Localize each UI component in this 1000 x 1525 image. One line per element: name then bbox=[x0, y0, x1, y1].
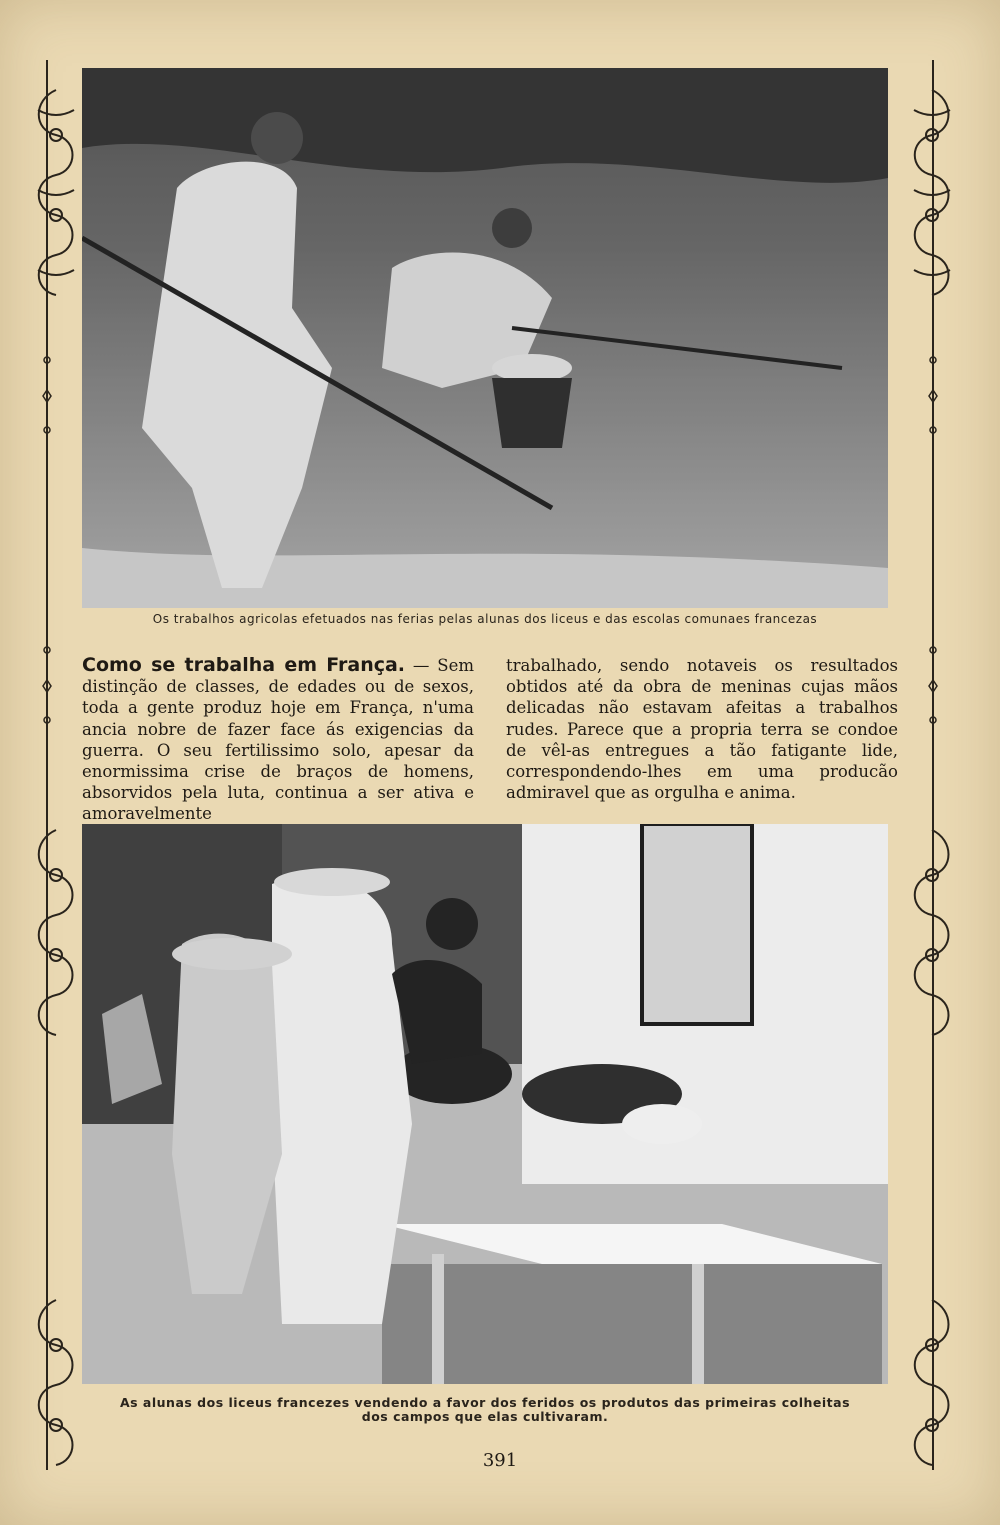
article-headline: Como se trabalha em França. bbox=[82, 654, 406, 676]
scroll-ornament-icon bbox=[904, 1290, 960, 1510]
scroll-ornament-icon bbox=[28, 820, 84, 1040]
bottom-caption-line-1: As alunas dos liceus francezes vendendo a favor dos feridos os produtos das primeiras colheitas bbox=[119, 1395, 851, 1410]
dot-chain-right-icon bbox=[927, 320, 939, 800]
scroll-ornament-icon bbox=[904, 80, 960, 300]
headline-dash: — bbox=[405, 656, 438, 675]
dot-chain-left-icon bbox=[41, 320, 53, 800]
top-photo-girls-farming bbox=[82, 68, 888, 608]
article-column-right bbox=[506, 655, 898, 803]
article-body-right: trabalhado, sendo notaveis os resultados obtidos até da obra de meninas cujas mãos delicadas não estavam afeitas a trabalhos rudes. Parece que a propria terra se condoe de vêl-as entregues a tão fatigante lide, correspondendo-lhes em uma producão admiravel que as orgulha e anima. bbox=[506, 656, 898, 803]
bottom-photo-caption bbox=[82, 1396, 888, 1424]
scroll-ornament-icon bbox=[904, 820, 960, 1040]
scroll-ornament-icon bbox=[28, 80, 84, 300]
article-body-left: Sem distinção de classes, de edades ou de sexos, toda a gente produz hoje em França, n'uma ancia nobre de fazer face ás exigencias da guerra. O seu fertilissimo solo, apesar da enormissima crise de braços de homens, absorvidos pela luta, continua a ser ativa e amoravelmente bbox=[82, 656, 474, 824]
scroll-ornament-icon bbox=[28, 1290, 84, 1510]
top-photo-caption: Os trabalhos agricolas efetuados nas ferias pelas alunas dos liceus e das escolas comunaes francezas bbox=[152, 612, 818, 626]
page-number: 391 bbox=[482, 1450, 518, 1471]
article-column-left bbox=[82, 655, 474, 825]
bottom-photo-students-selling bbox=[82, 824, 888, 1384]
bottom-caption-line-2: dos campos que elas cultivaram. bbox=[361, 1409, 609, 1424]
